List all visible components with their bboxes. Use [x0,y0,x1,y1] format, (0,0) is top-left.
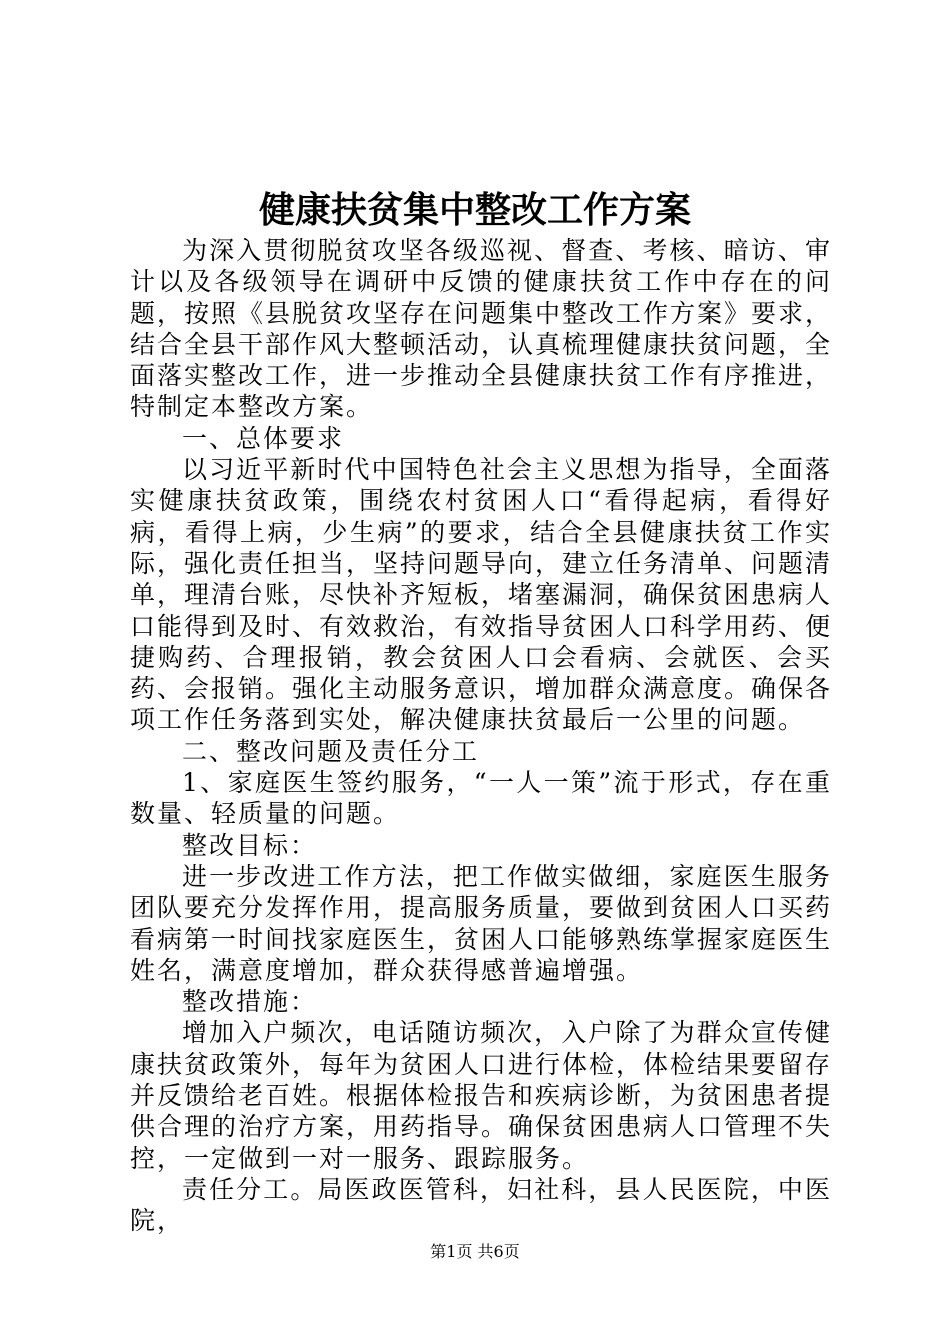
page-footer: 第1页 共6页 [430,1242,520,1261]
paragraph-issue-1: 1、家庭医生签约服务，“一人一策”流于形式，存在重数量、轻质量的问题。 [130,768,832,829]
paragraph-goal: 进一步改进工作方法，把工作做实做细，家庭医生服务团队要充分发挥作用，提高服务质量，要做到贫困人口买药看病第一时间找家庭医生，贫困人口能够熟练掌握家庭医生姓名，满意度增加，群众获得感普遍增强。 [130,861,833,985]
paragraph-measures: 增加入户频次，电话随访频次，入户除了为群众宣传健康扶贫政策外，每年为贫困人口进行体检，体检结果要留存并反馈给老百姓。根据体检报告和疾病诊断，为贫困患者提供合理的治疗方案，用药指导。确保贫困患病人口管理不失控，一定做到一对一服务、跟踪服务。 [130,1018,833,1173]
paragraph-intro: 为深入贯彻脱贫攻坚各级巡视、督查、考核、暗访、审计以及各级领导在调研中反馈的健康扶贫工作中存在的问题，按照《县脱贫攻坚存在问题集中整改工作方案》要求，结合全县干部作风大整顿活动，认真梳理健康扶贫问题，全面落实整改工作，进一步推动全县健康扶贫工作有序推进，特制定本整改方案。 [130,236,833,422]
paragraph-requirements: 以习近平新时代中国特色社会主义思想为指导，全面落实健康扶贫政策，围绕农村贫困人口“看得起病，看得好病，看得上病，少生病”的要求，结合全县健康扶贫工作实际，强化责任担当，坚持问题导向，建立任务清单、问题清单，理清台账，尽快补齐短板，堵塞漏洞，确保贫困患病人口能得到及时、有效救治，有效指导贫困人口科学用药、便捷购药、合理报销，教会贫困人口会看病、会就医、会买药、会报销。强化主动服务意识，增加群众满意度。确保各项工作任务落到实处，解决健康扶贫最后一公里的问题。 [130,455,833,735]
section-heading-2: 二、整改问题及责任分工 [182,736,480,766]
paragraph-responsibility: 责任分工。局医政医管科，妇社科，县人民医院，中医院， [130,1174,832,1236]
subheading-goal: 整改目标： [182,830,318,860]
section-heading-1: 一、总体要求 [182,423,345,453]
document-title: 健康扶贫集中整改工作方案 [258,189,691,231]
document-body [130,235,832,1237]
subheading-measures: 整改措施： [182,987,318,1017]
